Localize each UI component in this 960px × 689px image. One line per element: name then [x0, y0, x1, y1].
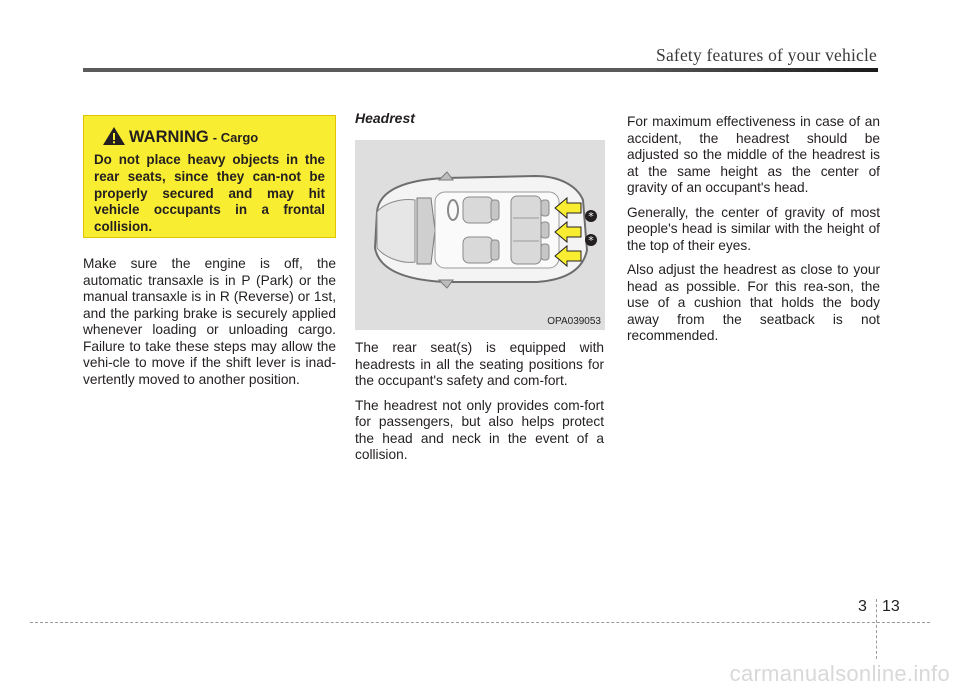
asterisk-marker-icon — [585, 210, 597, 223]
warning-text: Do not place heavy objects in the rear seats, since they can-not be properly secured and may hit vehicle occupants in a frontal collision. — [94, 152, 325, 235]
warning-box — [83, 115, 336, 238]
warning-triangle-icon — [102, 126, 126, 146]
watermark: carmanualsonline.info — [729, 661, 950, 686]
column2-text — [355, 340, 604, 472]
svg-text:*: * — [588, 210, 594, 223]
column2-paragraph: The rear seat(s) is equipped with headrests in all the seating positions for the occupant's safety and com-fort. — [355, 340, 604, 388]
page-header-title: Safety features of your vehicle — [656, 45, 877, 65]
warning-heading — [102, 124, 325, 146]
column1-paragraph: Make sure the engine is off, the automatic transaxle is in P (Park) or the manual transaxle is in R (Reverse) or 1st, and the parking brake is securely applied whenever loading or unloading cargo. Failure to take these steps may allow the vehi-cle to move if the shift lever is inad-vertently moved to another position. — [83, 256, 336, 387]
column3-paragraph: Generally, the center of gravity of most people's head is similar with the height of the top of their eyes. — [627, 204, 880, 253]
warning-word: WARNING — [129, 128, 209, 146]
figure-code: OPA039053 — [547, 316, 601, 327]
footer-divider — [876, 599, 877, 659]
column2-paragraph: The headrest not only provides com-fort for passengers, but also helps protect the head and neck in the event of a collision. — [355, 397, 604, 462]
warning-topic: - Cargo — [212, 130, 259, 145]
column1-text — [83, 256, 336, 396]
column3-text — [627, 114, 880, 353]
chapter-number: 3 — [858, 598, 867, 615]
headrest-figure — [355, 140, 605, 330]
car-top-view-illustration — [355, 140, 605, 330]
svg-text:*: * — [588, 234, 594, 247]
section-title-headrest: Headrest — [355, 110, 415, 126]
column3-paragraph: For maximum effectiveness in case of an accident, the headrest should be adjusted so the middle of the headrest is at the same height as the center of gravity of an occupant's head. — [627, 114, 880, 195]
footer-rule — [30, 622, 930, 623]
column3-paragraph: Also adjust the headrest as close to your head as possible. For this rea-son, the use of a cushion that holds the body away from the seatback is not recommended. — [627, 262, 880, 343]
page-number: 13 — [882, 598, 900, 615]
header-rule — [83, 68, 878, 72]
